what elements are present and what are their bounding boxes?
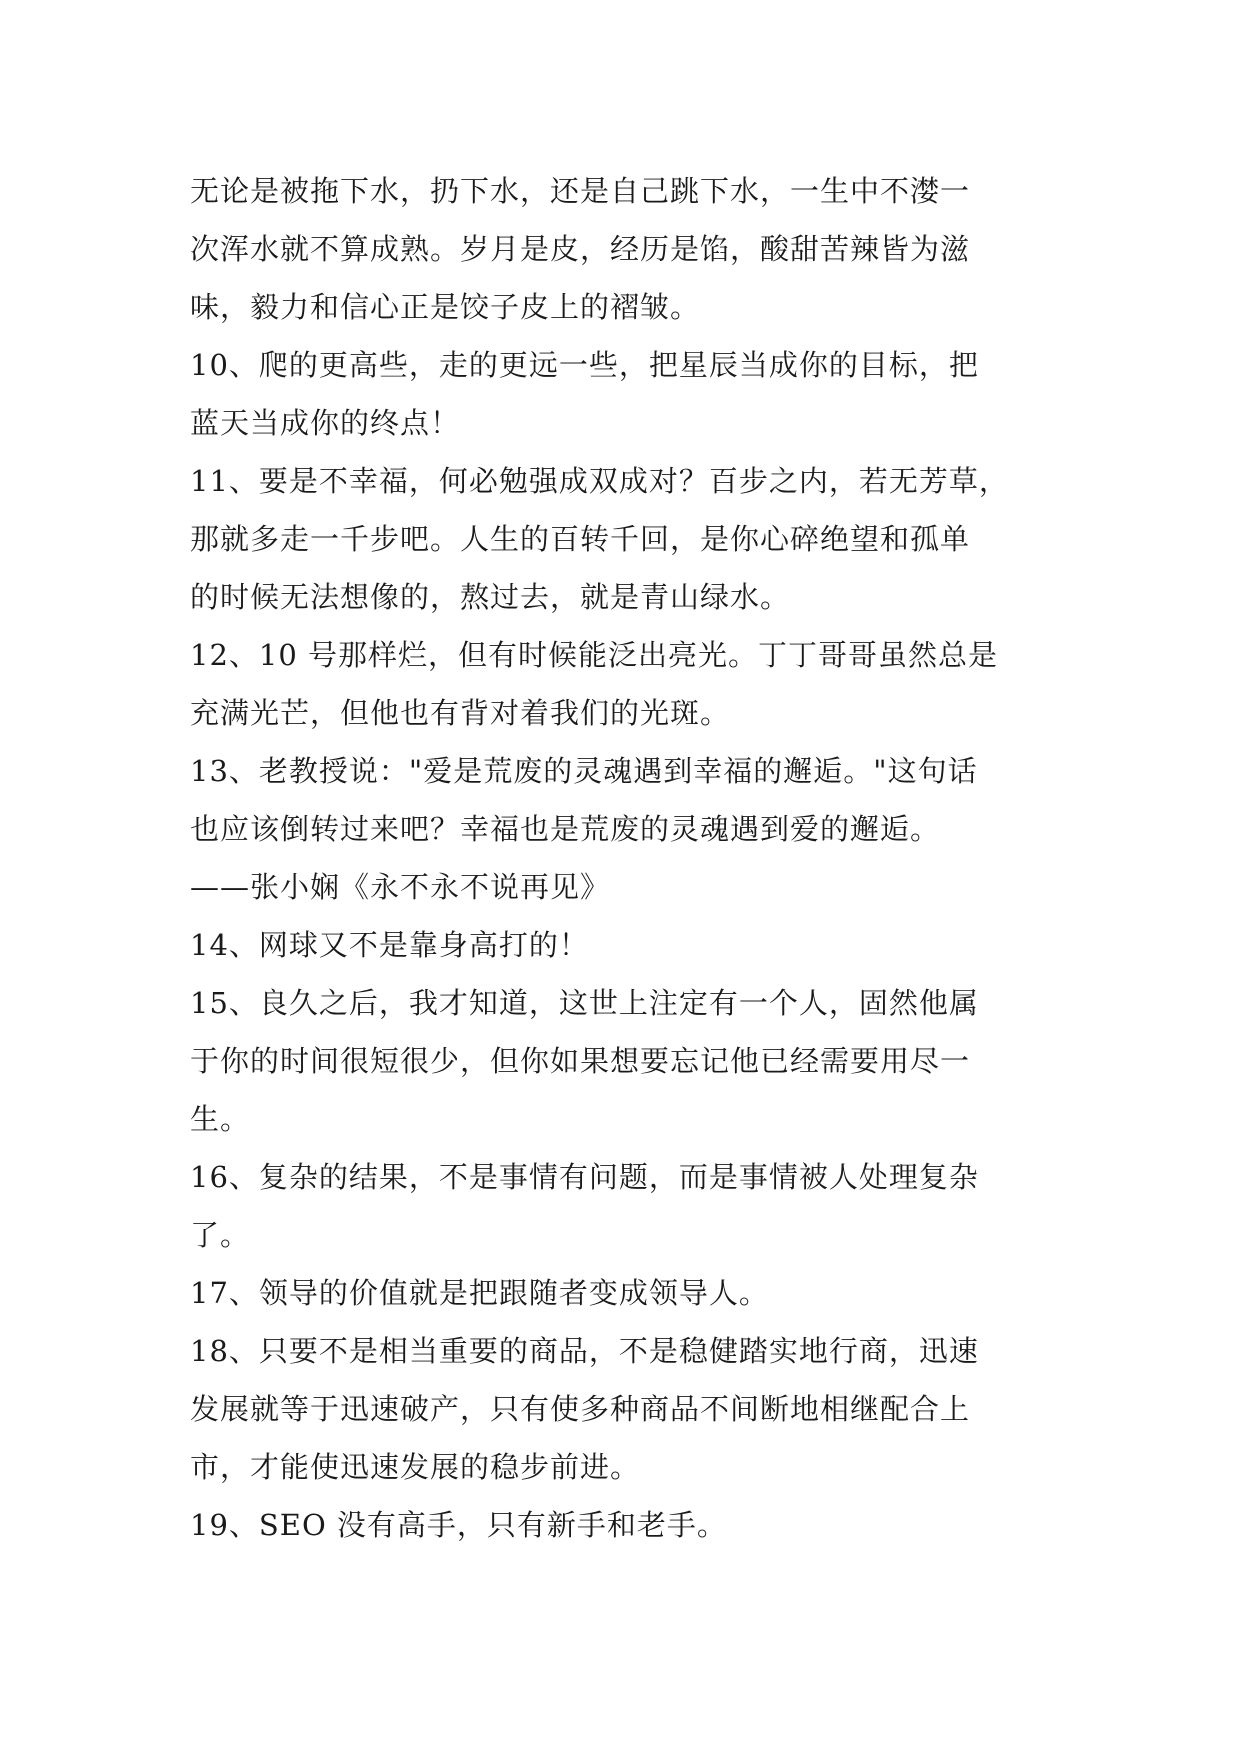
text-line: 蓝天当成你的终点！ xyxy=(190,406,461,440)
text-line: 次浑水就不算成熟。岁月是皮，经历是馅，酸甜苦辣皆为滋 xyxy=(190,232,971,266)
text-line: 10、爬的更高些，走的更远一些，把星辰当成你的目标，把 xyxy=(190,348,979,382)
text-line: 14、网球又不是靠身高打的！ xyxy=(190,928,589,962)
text-line: 17、领导的价值就是把跟随者变成领导人。 xyxy=(190,1276,769,1310)
text-line: 13、老教授说："爱是荒废的灵魂遇到幸福的邂逅。"这句话 xyxy=(190,754,978,788)
text-line: ——张小娴《永不永不说再见》 xyxy=(190,870,611,904)
text-line: 那就多走一千步吧。人生的百转千回，是你心碎绝望和孤单 xyxy=(190,522,971,556)
text-line: 市，才能使迅速发展的稳步前进。 xyxy=(190,1450,641,1484)
text-line: 12、10 号那样烂，但有时候能泛出亮光。丁丁哥哥虽然总是 xyxy=(190,638,999,672)
text-line: 充满光芒，但他也有背对着我们的光斑。 xyxy=(190,696,731,730)
text-line: 也应该倒转过来吧？幸福也是荒废的灵魂遇到爱的邂逅。 xyxy=(190,812,941,846)
text-line: 11、要是不幸福，何必勉强成双成对？百步之内，若无芳草， xyxy=(190,464,1009,498)
text-line: 18、只要不是相当重要的商品，不是稳健踏实地行商，迅速 xyxy=(190,1334,979,1368)
text-line: 了。 xyxy=(190,1218,251,1252)
text-line: 19、SEO 没有高手，只有新手和老手。 xyxy=(190,1508,727,1542)
text-line: 发展就等于迅速破产，只有使多种商品不间断地相继配合上 xyxy=(190,1392,971,1426)
text-line: 无论是被拖下水，扔下水，还是自己跳下水，一生中不漤一 xyxy=(190,174,971,208)
text-line: 生。 xyxy=(190,1102,251,1136)
text-line: 味，毅力和信心正是饺子皮上的褶皱。 xyxy=(190,290,701,324)
text-line: 于你的时间很短很少，但你如果想要忘记他已经需要用尽一 xyxy=(190,1044,971,1078)
text-line: 16、复杂的结果，不是事情有问题，而是事情被人处理复杂 xyxy=(190,1160,979,1194)
text-line: 15、良久之后，我才知道，这世上注定有一个人，固然他属 xyxy=(190,986,979,1020)
text-line: 的时候无法想像的，熬过去，就是青山绿水。 xyxy=(190,580,791,614)
document-body xyxy=(190,162,1060,1554)
